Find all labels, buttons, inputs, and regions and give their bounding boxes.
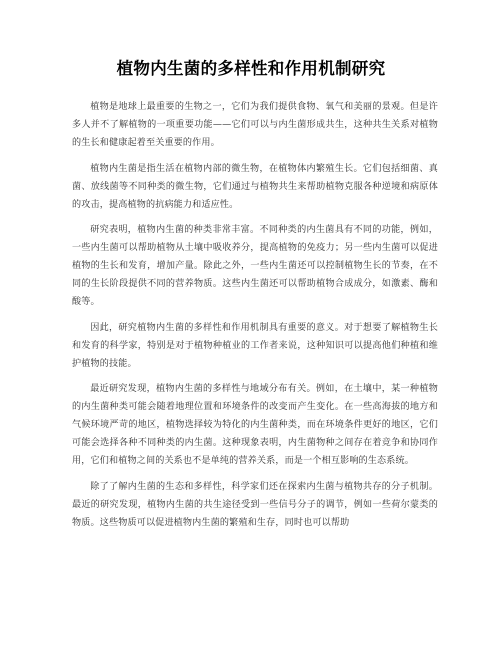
paragraph-5: 最近研究发现，植物内生菌的多样性与地域分布有关。例如，在土壤中，某一种植物的内生菌种类可能会随着地理位置和环境条件的改变而产生变化。在一些高海拔的地方和气候环境严苛的地区，植物选择较为特化的内生菌种类，而在环境条件更好的地区，它们可能会选择各种不同种类的内生菌。这种现象表明，内生菌物种之间存在着竞争和协同作用，它们和植物之间的关系也不是单纯的营养关系，而是一个相互影响的生态系统。 — [72, 384, 438, 466]
paragraph-6: 除了了解内生菌的生态和多样性，科学家们还在探索内生菌与植物共存的分子机制。最近的研究发现，植物内生菌的共生途径受到一些信号分子的调节，例如一些荷尔蒙类的物质。这些物质可以促进植物内生菌的繁殖和生存，同时也可以帮助 — [72, 481, 438, 528]
document-title: 植物内生菌的多样性和作用机制研究 — [116, 59, 386, 78]
paragraph-1: 植物是地球上最重要的生物之一，它们为我们提供食物、氧气和美丽的景观。但是许多人并不了解植物的一项重要功能——它们可以与内生菌形成共生，这种共生关系对植物的生长和健康起着至关重要的作用。 — [72, 102, 438, 148]
document-body — [72, 98, 438, 539]
paragraph-2: 植物内生菌是指生活在植物内部的微生物，在植物体内繁殖生长。它们包括细菌、真菌、放线菌等不同种类的微生物，它们通过与植物共生来帮助植物克服各种逆境和病原体的攻击，提高植物的抗病能力和适应性。 — [72, 163, 438, 210]
paragraph-4: 因此，研究植物内生菌的多样性和作用机制具有重要的意义。对于想要了解植物生长和发育的科学家，特别是对于植物种植业的工作者来说，这种知识可以提高他们种植和维护植物的技能。 — [72, 322, 438, 369]
paragraph-3: 研究表明，植物内生菌的种类非常丰富。不同种类的内生菌具有不同的功能，例如，一些内生菌可以帮助植物从土壤中吸收养分，提高植物的免疫力；另一些内生菌可以促进植物的生长和发育，增加产量。除此之外，一些内生菌还可以控制植物生长的节奏，在不同的生长阶段提供不同的营养物质。这些内生菌还可以帮助植物合成成分，如激素、酶和酸等。 — [72, 225, 438, 307]
